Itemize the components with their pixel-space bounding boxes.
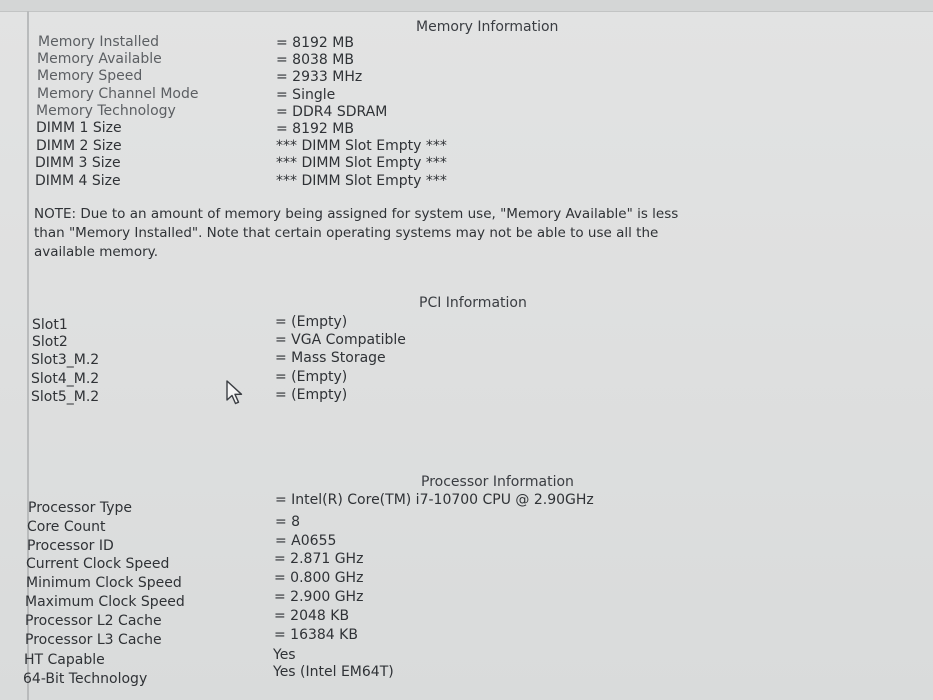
pci-row-value: = (Empty) xyxy=(275,314,348,330)
memory-row-label: DIMM 4 Size xyxy=(35,173,121,189)
pci-row-value: = (Empty) xyxy=(275,369,348,385)
processor-row-value: Yes xyxy=(273,647,296,663)
memory-row-label: DIMM 1 Size xyxy=(36,120,122,136)
memory-note-line: NOTE: Due to an amount of memory being assigned for system use, "Memory Available" is less xyxy=(34,206,679,222)
pci-row-value: = (Empty) xyxy=(275,387,348,403)
memory-row-value: = Single xyxy=(276,87,336,103)
memory-note xyxy=(34,205,864,262)
memory-row-label: Memory Speed xyxy=(37,68,143,84)
processor-row-label: Minimum Clock Speed xyxy=(26,575,182,591)
pci-row-label: Slot5_M.2 xyxy=(31,389,100,405)
memory-row-label: Memory Technology xyxy=(36,103,176,119)
pci-row-value: = Mass Storage xyxy=(275,350,386,366)
memory-row-value: = DDR4 SDRAM xyxy=(276,104,388,120)
memory-note-line: than "Memory Installed". Note that certain operating systems may not be able to use all the xyxy=(34,225,659,241)
memory-row-value: *** DIMM Slot Empty *** xyxy=(276,138,447,154)
processor-row-label: HT Capable xyxy=(24,652,105,668)
memory-row-label: Memory Installed xyxy=(38,34,160,50)
pci-row-label: Slot4_M.2 xyxy=(31,371,100,387)
processor-row-label: Current Clock Speed xyxy=(26,556,170,572)
memory-row-value: = 8192 MB xyxy=(276,121,354,137)
processor-row-value: = 8 xyxy=(275,514,301,530)
memory-row-label: DIMM 2 Size xyxy=(36,138,122,154)
processor-row-value: = A0655 xyxy=(275,533,337,549)
memory-row-value: = 8038 MB xyxy=(276,52,354,68)
processor-row-value: = 2.900 GHz xyxy=(274,589,364,605)
processor-section-title: Processor Information xyxy=(421,474,574,490)
pci-row-label: Slot1 xyxy=(32,317,68,333)
processor-row-label: Processor ID xyxy=(27,538,114,554)
processor-row-label: 64-Bit Technology xyxy=(23,671,148,687)
processor-row-value: = 2048 KB xyxy=(274,608,350,624)
pci-row-label: Slot2 xyxy=(32,334,68,350)
memory-row-value: *** DIMM Slot Empty *** xyxy=(276,155,447,171)
memory-section-title: Memory Information xyxy=(416,19,559,35)
processor-row-label: Processor Type xyxy=(28,500,133,516)
processor-row-label: Processor L2 Cache xyxy=(25,613,162,629)
memory-row-label: Memory Available xyxy=(37,51,162,67)
memory-row-label: Memory Channel Mode xyxy=(37,86,199,102)
memory-note-line: available memory. xyxy=(34,244,158,260)
memory-row-value: = 2933 MHz xyxy=(276,69,363,85)
pci-row-value: = VGA Compatible xyxy=(275,332,406,348)
processor-row-value: = 2.871 GHz xyxy=(274,551,364,567)
processor-row-value: = Intel(R) Core(TM) i7-10700 CPU @ 2.90GHz xyxy=(275,492,594,508)
processor-row-label: Maximum Clock Speed xyxy=(25,594,185,610)
processor-row-label: Core Count xyxy=(27,519,106,535)
pci-row-label: Slot3_M.2 xyxy=(31,352,100,368)
processor-row-label: Processor L3 Cache xyxy=(25,632,162,648)
pci-section-title: PCI Information xyxy=(419,295,527,311)
processor-row-value: Yes (Intel EM64T) xyxy=(273,664,394,680)
memory-row-value: *** DIMM Slot Empty *** xyxy=(276,173,447,189)
processor-row-value: = 0.800 GHz xyxy=(274,570,364,586)
processor-row-value: = 16384 KB xyxy=(274,627,358,643)
memory-row-label: DIMM 3 Size xyxy=(35,155,121,171)
memory-row-value: = 8192 MB xyxy=(276,35,354,51)
mouse-pointer-icon xyxy=(225,380,247,406)
